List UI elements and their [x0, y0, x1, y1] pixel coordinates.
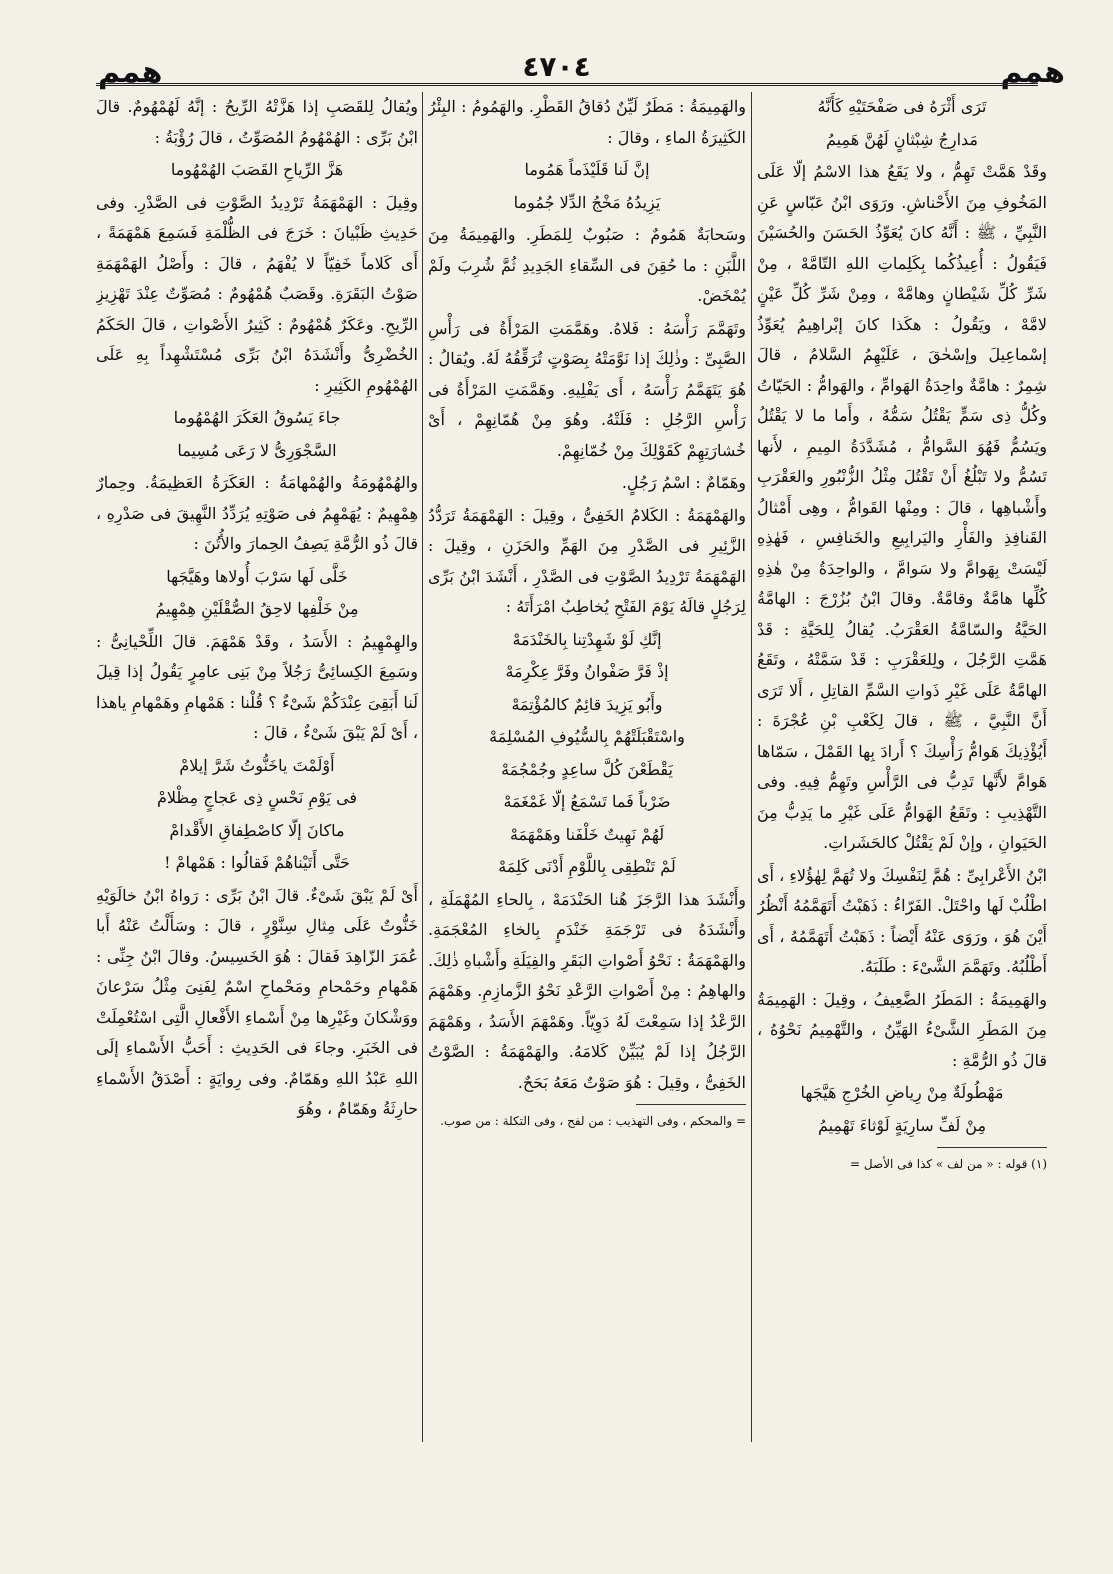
paragraph: أَىْ لَمْ يَبْقَ شَىْءٌ. قالَ ابْنُ بَرِّى : رَواهُ ابْنُ خالَوَيْهِ خَنُّوتٌ عَلَى مِثالِ سِنَّوْرٍ ، قالَ : وسَأَلْتُ عَنْهُ أَبا عُمَرَ الزّاهِدَ فَقالَ : هُوَ الخَسِيسُ. وقالَ ابْنُ جِنِّى : هَمْهامِ وحَمْحامِ ومَحْماحِ اسْمٌ لِفَنِىَ مِثْلُ سَرْعانَ ووَشْكانَ وغَيْرِها مِنْ أَسْماءِ الأَفْعالِ الَّتِى اسْتُعْمِلَتْ فى الخَبَرِ. وجاءَ فى الحَدِيثِ : أَحَبُّ الأَسْماءِ إلَى اللهِ عَبْدُ اللهِ وهَمّامٌ. وفى رِوايَةٍ : أَصْدَقُ الأَسْماءِ حارِثَةُ وهَمّامٌ ، وهُوَ — [96, 885, 418, 1118]
verse-line: هَزَّ الرِّياحِ القَصَبَ الهُمْهُوما — [170, 160, 344, 179]
verse-line: مِنْ لَفِّ سارِيَةٍ لَوْثاءَ تَهْمِيمُ — [817, 1115, 987, 1135]
verse-line: فى يَوْمِ نَحْسٍ ذِى عَجاجٍ مِظْلامْ — [156, 788, 358, 807]
verse-line: حَتَّى أَتَيْناهُمْ فَقالُوا : هَمْهامْ ! — [164, 853, 350, 872]
verse-line: يَزِيدُهُ مَخْجُ الدِّلا جُمُوما — [513, 192, 661, 212]
column-divider — [751, 92, 752, 1442]
footnote-rule — [636, 1104, 746, 1105]
verse-line: إنَّكِ لَوْ شَهِدْتِنا بِالخَنْدَمَهْ — [512, 629, 662, 649]
verse-line: جاءَ يَسُوقُ العَكَرَ الهُمْهُوما — [173, 408, 341, 427]
column-middle — [428, 92, 746, 1452]
running-header-right: همم — [1000, 55, 1065, 90]
paragraph: وهَمّامٌ : اسْمُ رَجُلٍ. — [621, 473, 746, 492]
verse-line: لَمْ تَنْطِقِى بِاللَّوْمِ أَدْنَى كَلِمَهْ — [498, 857, 676, 876]
header-rule — [96, 83, 1038, 86]
footnote: (١) قوله : « من لف » كذا فى الأصل = — [850, 1157, 1047, 1171]
verse-line: ضَرْباً فَما تَسْمَعُ إلّا غَمْغَمَهْ — [503, 792, 671, 811]
verse-line: تَرَى أَثْرَهُ فى صَفْحَتَيْهِ كَأَنَّهُ — [817, 97, 987, 116]
paragraph: والهَمْهَمَةُ : الكَلامُ الخَفِىُّ ، وقِيلَ : الهَمْهَمَةُ تَرَدُّدُ الزَّئِيرِ فى الصَّدْرِ مِنَ الهَمِّ والحَزَنِ ، وقِيلَ : الهَمْهَمَةُ تَرْدِيدُ الصَّوْتِ فى الصَّدْرِ ، أَنْشَدَ ابْنُ بَرِّى لِرَجُلٍ قالَهُ يَوْمَ الفَتْحِ يُخاطِبُ امْرَأَتَهُ : — [428, 505, 746, 616]
column-divider — [422, 92, 423, 1442]
verse-line: إنَّ لَنا قَلَيْذَماً هَمُوما — [524, 160, 650, 179]
verse-line: مِنْ خَلْفِها لاحِقُ الصُّقْلَيْنِ هِمْهِيمُ — [155, 599, 359, 618]
paragraph: والهِمْهِيمُ : الأَسَدُ ، وقَدْ هَمْهَمَ. قالَ اللِّحْيانِىُّ : وسَمِعَ الكِسائِىُّ رَجُلاً مِنْ بَنِى عامِرٍ يَقُولُ إذا قِيلَ لَنا أَبَقِىَ عِنْدَكُمْ شَىْءٌ ؟ قُلْنا : هَمْهامِ وهَمْهامِ ياهذا ، أَىْ لَمْ يَبْقَ شَىْءٌ ، قالَ : — [96, 631, 418, 742]
column-right — [757, 92, 1047, 1452]
verse-line: ماكانَ إلّا كاصْطِفاقِ الأَقْدامْ — [169, 820, 345, 840]
verse-line: مَدارِجُ شِبْثانٍ لَهُنَّ هَمِيمُ — [825, 129, 978, 149]
paragraph: وتَهَمَّمَ رَأْسَهُ : فَلاهُ. وهَمَّمَتِ المَرْأَةُ فى رَأْسِ الصَّبِىِّ : وذٰلِكَ إذا نَوَّمَتْهُ بِصَوْتٍ تُرَقِّقُهُ لَهُ. ويُقالُ : هُوَ يَتَهَمَّمُ رَأْسَهُ ، أَى يَفْلِيهِ. وهَمَّمَتِ المَرْأَةُ فى رَأْسِ الرَّجُلِ : فَلَتْهُ. وهُوَ مِنْ هُمّانِهِمْ ، أَىْ خُشارَتِهِمْ كَقَوْلِكَ مِنْ خُمّانِهِمْ. — [428, 318, 746, 460]
paragraph: ويُقالُ لِلقَصَبِ إذا هَزَّتْهُ الرِّيحُ : إنَّهُ لَهُمْهُومٌ. قالَ ابْنُ بَرِّى : الهُمْهُومُ المُصَوِّتُ ، قالَ رُؤْبَةُ : — [96, 97, 418, 147]
verse-line: لَهُمْ نَهِيتٌ خَلْفَنا وهَمْهَمَهْ — [509, 824, 665, 844]
verse-line: السَّجْوَرِىُّ لا رَعَى مُسِيما — [177, 440, 337, 460]
paragraph: والهَمِيمَةُ : المَطَرُ الضَّعِيفُ ، وقِيلَ : الهَمِيمَةُ مِنَ المَطَرِ الشَّىْءُ الهَيِّنُ ، والتَّهْمِيمُ نَحْوُهُ ، قالَ ذُو الرُّمَّةِ : — [757, 989, 1047, 1070]
page-number: ٤٧٠٤ — [522, 50, 591, 83]
verse-line: إذْ فَرَّ صَفْوانُ وفَرَّ عِكْرِمَهْ — [505, 662, 669, 681]
running-header-left: همم — [98, 55, 163, 90]
paragraph: وسَحابَةٌ هَمُومٌ : صَبُوبٌ لِلمَطَرِ. والهَمِيمَةُ مِنَ اللَّبَنِ : ما حُقِنَ فى السِّقاءِ الجَدِيدِ ثُمَّ شُرِبَ ولَمْ يُمْخَضْ. — [428, 225, 746, 305]
verse-line: خَلَّى لَها سَرْبَ أُولاها وهَيَّجَها — [166, 566, 348, 586]
verse-line: وأَبُو يَزِيدَ قائِمٌ كالمُؤْتِمَهْ — [511, 694, 663, 714]
verse-line: واسْتَقْبَلَتْهُمْ بِالسُّيُوفِ المُسْلِمَهْ — [489, 727, 685, 746]
paragraph: والهُمْهُومَةُ والهُمْهامَةُ : العَكَرَةُ العَظِيمَةُ. وحِمارٌ هِمْهِيمٌ : يُهَمْهِمُ فى صَوْتِهِ يُرَدِّدُ النَّهِيقَ فى صَدْرِهِ ، قالَ ذُو الرُّمَّةِ يَصِفُ الحِمارَ والأُتُنَ : — [96, 473, 418, 553]
verse-line: يَقْطَعْنَ كُلَّ ساعِدٍ وجُمْجُمَهْ — [501, 759, 673, 779]
footnote-rule — [937, 1147, 1047, 1148]
paragraph: وقَدْ هَمَّتْ تَهِمُّ ، ولا يَقَعُ هذا الاسْمُ إلّا عَلَى المَخُوفِ مِنَ الأَحْناشِ. ورَوَى ابْنُ عَبّاسٍ عَنِ النَّبِيِّ ، ﷺ : أَنَّهُ كانَ يُعَوِّذُ الحَسَنَ والحُسَيْنَ فَيَقُولُ : أُعِيذُكُما بِكَلِماتِ اللهِ التّامَّهْ ، مِنْ شَرِّ كُلِّ شَيْطانٍ وهامَّهْ ، ومِنْ شَرِّ كُلِّ عَيْنٍ لامَّهْ ، ويَقُولُ : هكَذا كانَ إبْراهِيمُ يُعَوِّذُ إسْماعِيلَ وإسْحٰقَ ، عَلَيْهِمُ السَّلامُ ، قالَ شِمِرٌ : هامَّةٌ واحِدَةُ الهَوامِّ ، والهَوامُّ : الحَيّاتُ وكُلُّ ذِى سَمٍّ يَقْتُلُ سَمُّهُ ، وأَما ما لا يَقْتُلُ ويَسُمُّ فَهُوَ السَّوامُّ ، مُشَدَّدَةُ المِيمِ ، لأَنها تَسُمُّ ولا تَبْلُغُ أَنْ تَقْتُلَ مِثْلُ الزُّنْبُورِ والعَقْرَبِ وأَشْباهِها ، قالَ : ومِنْها القَوامُّ ، وهِى أَمْثالُ القَنافِذِ والفَأْرِ واليَرابِيعِ والخَنافِسِ ، فَهٰذِهِ لَيْسَتْ بِهَوامَّ ولا سَوامَّ ، والواحِدَةُ مِنْ هٰذِهِ كُلِّها هامَّةٌ وقامَّةٌ. وقالَ ابْنُ بُزُرْجَ : الهامَّةُ الحَيَّةُ والسّامَّةُ العَقْرَبُ. يُقالُ لِلحَيَّةِ : قَدْ هَمَّتِ الرَّجُلَ ، ولِلعَقْرَبِ : قَدْ سَمَّتْهُ ، وتَقَعُ الهامَّةُ عَلَى غَيْرِ ذَواتِ السَّمِّ القاتِلِ ، أَلا تَرَى أَنَّ النَّبِيَّ ، ﷺ ، قالَ لِكَعْبِ بْنِ عُجْرَةَ : أَيُؤْذِيكَ هَوامُّ رَأْسِكَ ؟ أَرادَ بِها القَمْلَ ، سَمّاها هَوامَّ لأَنَّها تَدِبُّ فى الرَّأْسِ وتَهِمُّ فِيهِ. وفى التَّهْذِيبِ : وتَقَعُ الهَوامُّ عَلَى غَيْرِ ما يَدِبُّ مِنَ الحَيَوانِ ، وإنْ لَمْ يَقْتُلْ كالحَشَراتِ. — [757, 162, 1047, 852]
column-left — [96, 92, 418, 1452]
paragraph: وقِيلَ : الهَمْهَمَةُ تَرْدِيدُ الصَّوْتِ فى الصَّدْرِ. وفى حَدِيثِ ظَبْيانَ : خَرَجَ فى الظُّلْمَةِ فَسَمِعَ هَمْهَمَةً ، أَى كَلاماً خَفِيّاً لا يُفْهَمُ ، قالَ : وأَصْلُ الهَمْهَمَةِ صَوْتُ البَقَرَةِ. وقَصَبٌ هُمْهُومٌ : مُصَوِّتٌ عِنْدَ تَهْزِيزِ الرِّيحِ. وعَكَرٌ هُمْهُومٌ : كَثِيرُ الأَصْواتِ ، قالَ الحَكَمُ الخُضْرِىُّ وأَنْشَدَهُ ابْنُ بَرِّى مُسْتَشْهِداً بِهِ عَلَى الهُمْهُومِ الكَثِيرِ : — [96, 192, 418, 395]
paragraph: ابْنُ الأَعْرابِىِّ : هُمَّ لِنَفْسِكَ ولا تُهَمَّ لِهٰؤُلاءِ ، أَى اطْلُبْ لَها واحْتَلْ. الفَرّاءُ : ذَهَبْتُ أَتَهَمَّمُهُ أَنْظُرُ أَيْنَ هُوَ ، ورَوَى عَنْهُ أَيْضاً : ذَهَبْتُ أَتَهَمَّمُهُ ، أَى أَطْلُبُهُ. وتَهَمَّمَ الشَّىْءَ : طَلَبَهُ. — [757, 865, 1047, 976]
paragraph: وأَنْشَدَ هذا الرَّجَزَ هُنا الحَنْدَمَهْ ، بِالحاءِ المُهْمَلَةِ ، وأَنْشَدَهُ فى تَرْجَمَةِ خَنْدَمٍ بِالخاءِ المُعْجَمَةِ. والهَمْهَمَةُ : نَحْوُ أَصْواتِ البَقَرِ والفِيَلَةِ وأَشْباهِ ذٰلِكَ. والهاهِمُ : مِنْ أَصْواتِ الرَّعْدِ نَحْوُ الزَّمازِمِ. وهَمْهَمَ الرَّعْدُ إذا سَمِعْتَ لَهُ دَوِيّاً. وهَمْهَمَ الأَسَدُ ، وهَمْهَمَ الرَّجُلُ إذا لَمْ يُبَيِّنْ كَلامَهُ. والهَمْهَمَةُ : الصَّوْتُ الخَفِىُّ ، وقِيلَ : هُوَ صَوْتٌ مَعَهُ بَحَحٌ. — [428, 889, 746, 1092]
verse-line: أَوْلَمْتَ ياخَنُّوتُ شَرَّ إيلامْ — [179, 755, 335, 775]
verse-line: مَهْطُولَةٌ مِنْ رِياضِ الخُرْجِ هَيَّجَها — [800, 1083, 1004, 1102]
footnote: = والمحكم ، وفى التهذيب : من لفح ، وفى التكلة : من صوب. — [440, 1114, 746, 1128]
paragraph: والهَمِيمَةُ : مَطَرٌ لَيِّنٌ دُقاقُ القَطْرِ. والهَمُومُ : البِئْرُ الكَثِيرَةُ الماءِ ، وقالَ : — [428, 97, 746, 147]
